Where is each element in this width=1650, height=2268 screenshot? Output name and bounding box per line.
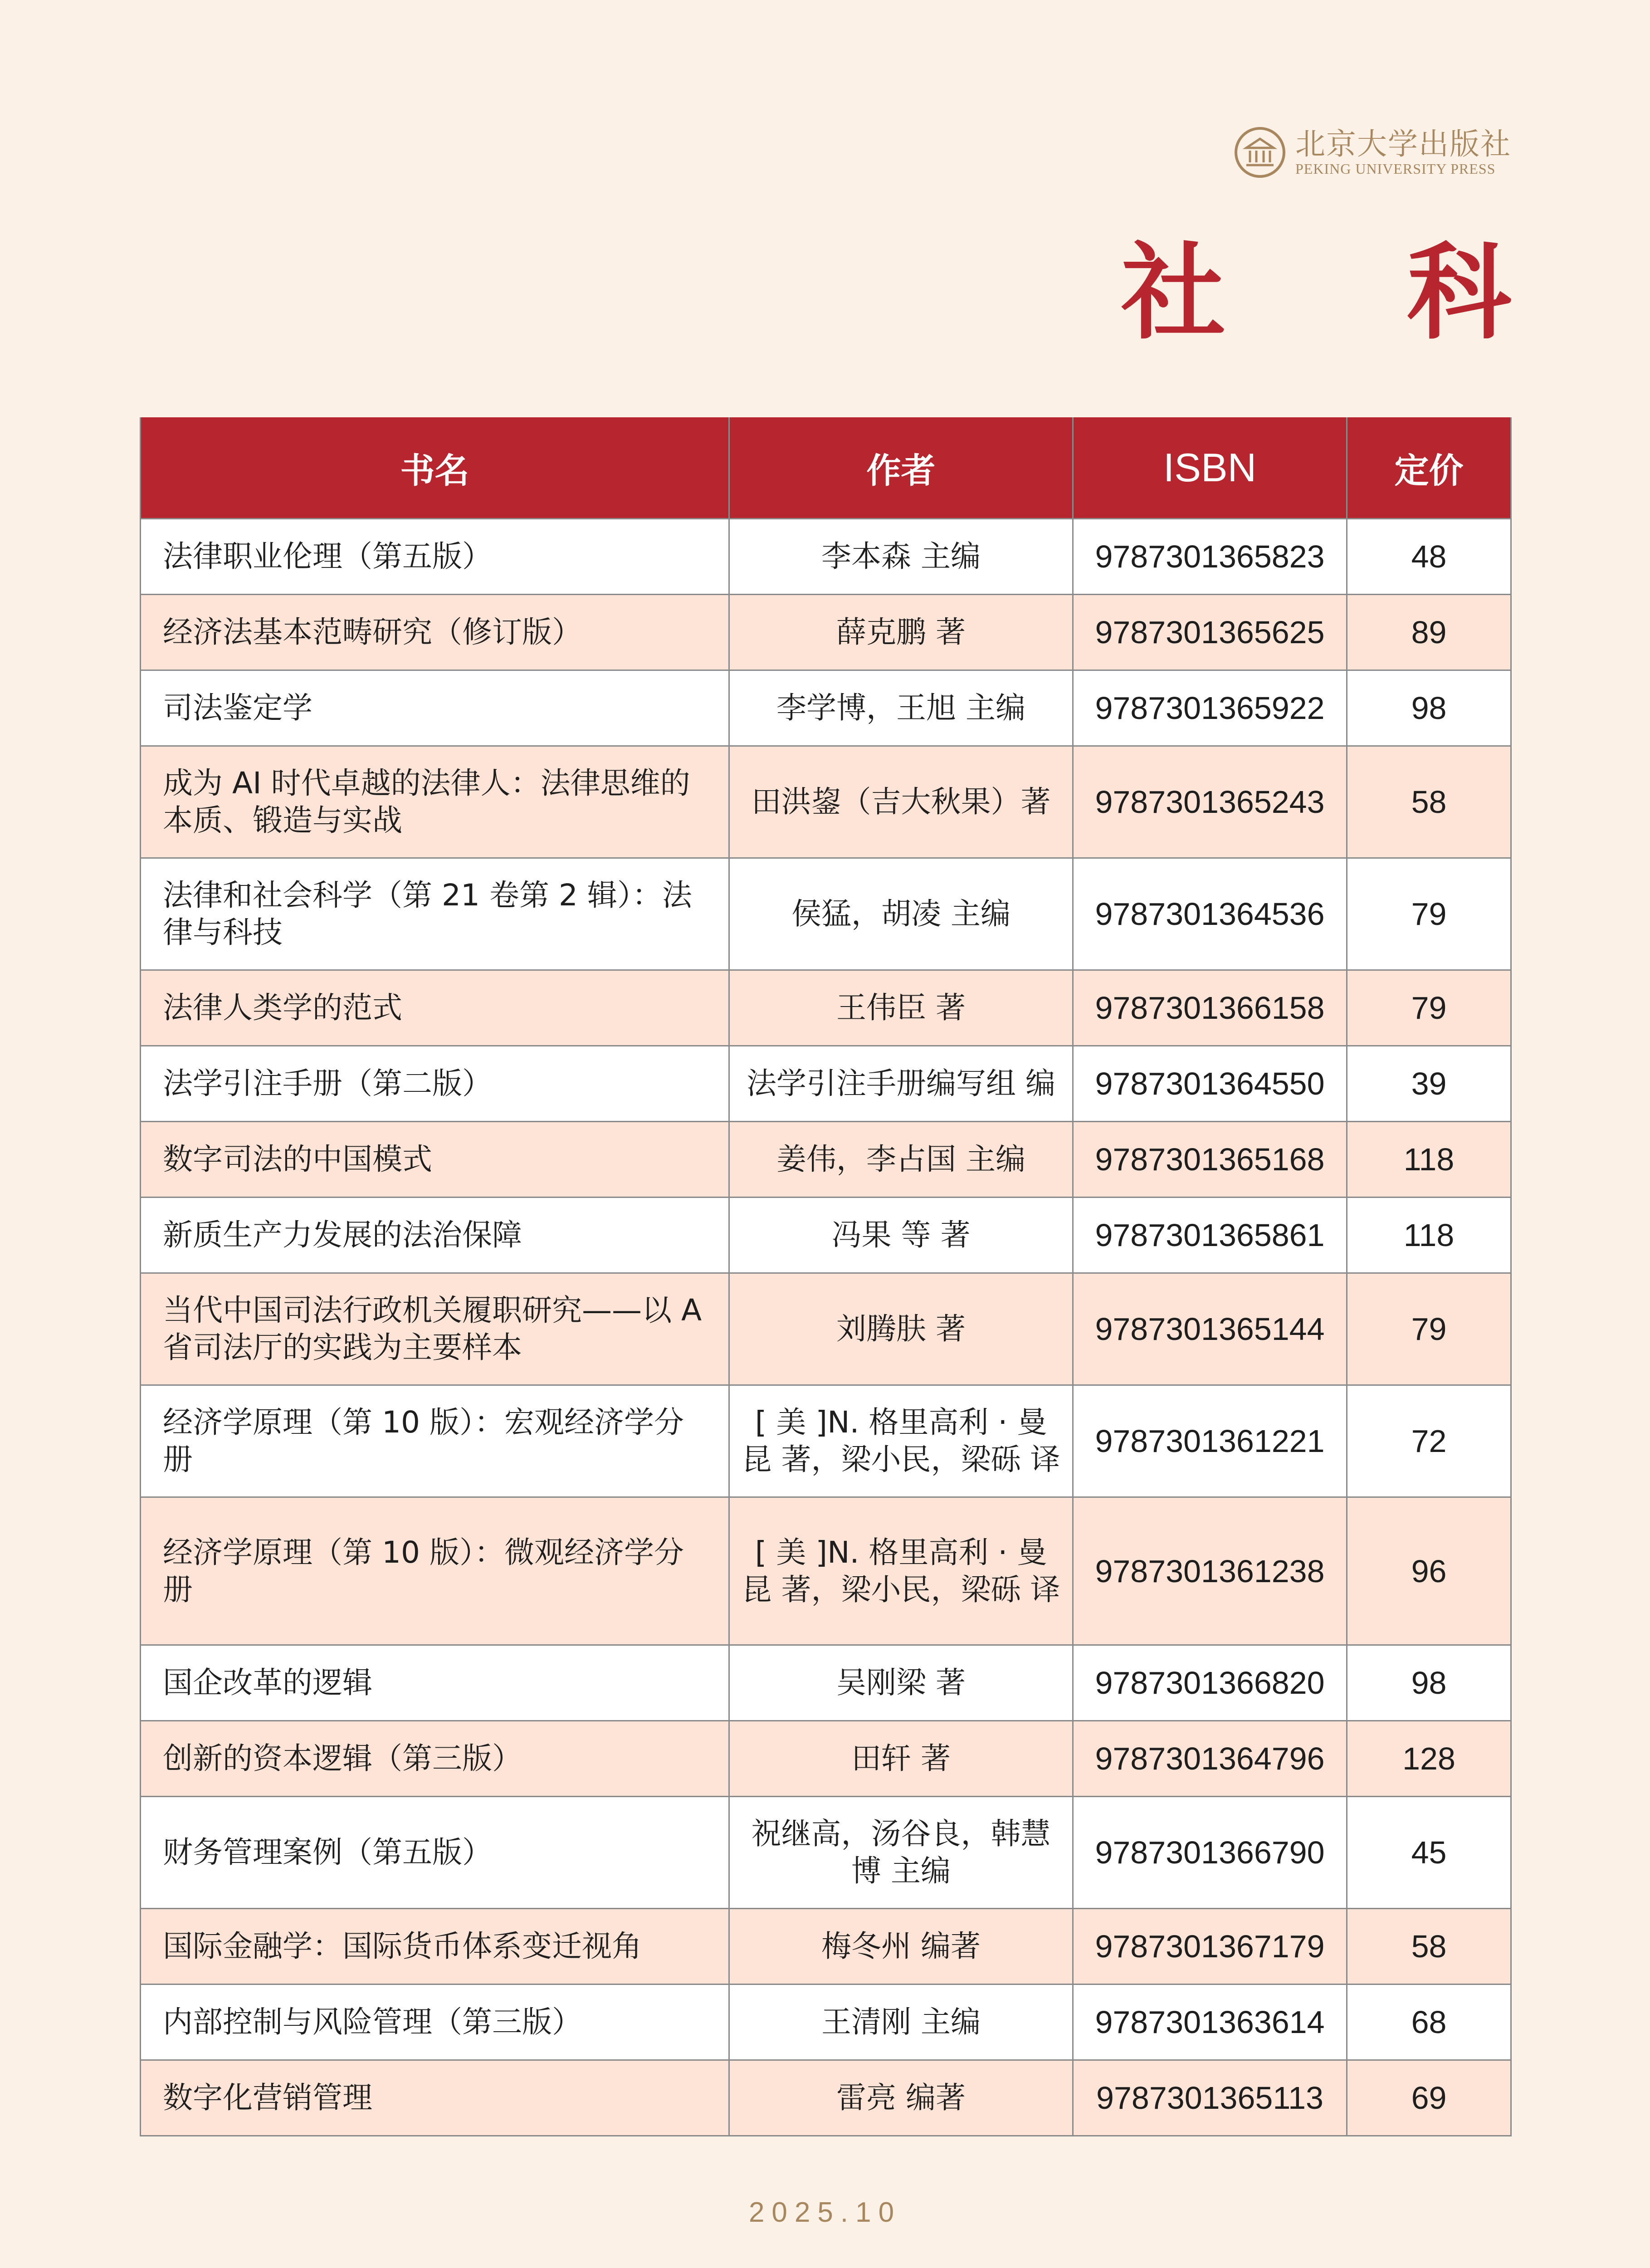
section-title: 社 科 <box>1121 231 1584 354</box>
table-row <box>141 519 1511 595</box>
book-author: 田轩 著 <box>729 1721 1073 1797</box>
book-isbn: 9787301364550 <box>1073 1046 1347 1122</box>
book-isbn: 9787301366790 <box>1073 1797 1347 1909</box>
book-isbn: 9787301365625 <box>1073 595 1347 670</box>
book-price: 118 <box>1347 1122 1511 1198</box>
publisher-name-cn: 北京大学出版社 <box>1295 127 1511 161</box>
book-title: 法学引注手册（第二版） <box>141 1046 729 1122</box>
book-title: 司法鉴定学 <box>141 670 729 746</box>
header-title: 书名 <box>141 417 729 519</box>
book-author: 薛克鹏 著 <box>729 595 1073 670</box>
publisher-name-en: PEKING UNIVERSITY PRESS <box>1295 161 1496 177</box>
table-row <box>141 1797 1511 1909</box>
book-price: 69 <box>1347 2060 1511 2136</box>
book-author: 王清刚 主编 <box>729 1984 1073 2060</box>
header-isbn: ISBN <box>1073 417 1347 519</box>
table-row <box>141 1984 1511 2060</box>
book-title: 法律人类学的范式 <box>141 970 729 1046</box>
book-author: [ 美 ]N. 格里高利 · 曼昆 著，梁小民，梁砾 译 <box>729 1385 1073 1497</box>
table-row <box>141 1497 1511 1645</box>
book-author: 祝继高，汤谷良，韩慧博 主编 <box>729 1797 1073 1909</box>
book-price: 58 <box>1347 1909 1511 1984</box>
table-row <box>141 1198 1511 1273</box>
book-price: 79 <box>1347 858 1511 970</box>
table-row <box>141 970 1511 1046</box>
book-price: 72 <box>1347 1385 1511 1497</box>
table-row <box>141 2060 1511 2136</box>
book-isbn: 9787301364536 <box>1073 858 1347 970</box>
book-price: 48 <box>1347 519 1511 595</box>
book-author: 侯猛，胡凌 主编 <box>729 858 1073 970</box>
book-isbn: 9787301364796 <box>1073 1721 1347 1797</box>
book-isbn: 9787301365922 <box>1073 670 1347 746</box>
book-author: 李学博，王旭 主编 <box>729 670 1073 746</box>
table-row <box>141 670 1511 746</box>
book-author: 雷亮 编著 <box>729 2060 1073 2136</box>
book-isbn: 9787301361238 <box>1073 1497 1347 1645</box>
book-price: 45 <box>1347 1797 1511 1909</box>
book-title: 当代中国司法行政机关履职研究——以 A 省司法厅的实践为主要样本 <box>141 1273 729 1385</box>
book-title: 法律和社会科学（第 21 卷第 2 辑）：法律与科技 <box>141 858 729 970</box>
book-isbn: 9787301365144 <box>1073 1273 1347 1385</box>
table-row <box>141 1721 1511 1797</box>
book-isbn: 9787301366158 <box>1073 970 1347 1046</box>
book-isbn: 9787301367179 <box>1073 1909 1347 1984</box>
book-title: 成为 AI 时代卓越的法律人：法律思维的本质、锻造与实战 <box>141 746 729 858</box>
book-author: [ 美 ]N. 格里高利 · 曼昆 著，梁小民，梁砾 译 <box>729 1497 1073 1645</box>
book-price: 118 <box>1347 1198 1511 1273</box>
book-isbn: 9787301366820 <box>1073 1645 1347 1721</box>
book-isbn: 9787301363614 <box>1073 1984 1347 2060</box>
table-row <box>141 858 1511 970</box>
book-title: 内部控制与风险管理（第三版） <box>141 1984 729 2060</box>
book-author: 姜伟，李占国 主编 <box>729 1122 1073 1198</box>
table-row <box>141 1273 1511 1385</box>
book-author: 田洪鋆（吉大秋果）著 <box>729 746 1073 858</box>
book-author: 李本森 主编 <box>729 519 1073 595</box>
book-price: 79 <box>1347 970 1511 1046</box>
book-table <box>140 417 1512 2136</box>
book-price: 89 <box>1347 595 1511 670</box>
book-isbn: 9787301365168 <box>1073 1122 1347 1198</box>
book-author: 梅冬州 编著 <box>729 1909 1073 1984</box>
footer-date: 2025.10 <box>748 2197 902 2228</box>
book-price: 79 <box>1347 1273 1511 1385</box>
table-header-row <box>141 417 1511 519</box>
book-isbn: 9787301365823 <box>1073 519 1347 595</box>
book-price: 98 <box>1347 1645 1511 1721</box>
book-title: 法律职业伦理（第五版） <box>141 519 729 595</box>
book-title: 国际金融学：国际货币体系变迁视角 <box>141 1909 729 1984</box>
book-title: 财务管理案例（第五版） <box>141 1797 729 1909</box>
pku-seal-icon <box>1235 127 1285 178</box>
table-row <box>141 1385 1511 1497</box>
table-row <box>141 746 1511 858</box>
book-title: 创新的资本逻辑（第三版） <box>141 1721 729 1797</box>
book-title: 经济学原理（第 10 版）：微观经济学分册 <box>141 1497 729 1645</box>
book-isbn: 9787301361221 <box>1073 1385 1347 1497</box>
table-row <box>141 1645 1511 1721</box>
table-row <box>141 1122 1511 1198</box>
book-title: 数字司法的中国模式 <box>141 1122 729 1198</box>
book-isbn: 9787301365243 <box>1073 746 1347 858</box>
book-price: 128 <box>1347 1721 1511 1797</box>
book-title: 数字化营销管理 <box>141 2060 729 2136</box>
book-title: 国企改革的逻辑 <box>141 1645 729 1721</box>
publisher-logo <box>1235 127 1511 178</box>
table-row <box>141 1909 1511 1984</box>
book-author: 王伟臣 著 <box>729 970 1073 1046</box>
book-title: 新质生产力发展的法治保障 <box>141 1198 729 1273</box>
book-isbn: 9787301365113 <box>1073 2060 1347 2136</box>
book-price: 68 <box>1347 1984 1511 2060</box>
book-title: 经济法基本范畴研究（修订版） <box>141 595 729 670</box>
book-price: 39 <box>1347 1046 1511 1122</box>
book-author: 法学引注手册编写组 编 <box>729 1046 1073 1122</box>
table-row <box>141 595 1511 670</box>
book-isbn: 9787301365861 <box>1073 1198 1347 1273</box>
book-author: 刘腾肤 著 <box>729 1273 1073 1385</box>
book-price: 98 <box>1347 670 1511 746</box>
table-row <box>141 1046 1511 1122</box>
book-author: 冯果 等 著 <box>729 1198 1073 1273</box>
header-price: 定价 <box>1347 417 1511 519</box>
header-author: 作者 <box>729 417 1073 519</box>
book-author: 吴刚梁 著 <box>729 1645 1073 1721</box>
book-price: 96 <box>1347 1497 1511 1645</box>
book-title: 经济学原理（第 10 版）：宏观经济学分册 <box>141 1385 729 1497</box>
book-price: 58 <box>1347 746 1511 858</box>
